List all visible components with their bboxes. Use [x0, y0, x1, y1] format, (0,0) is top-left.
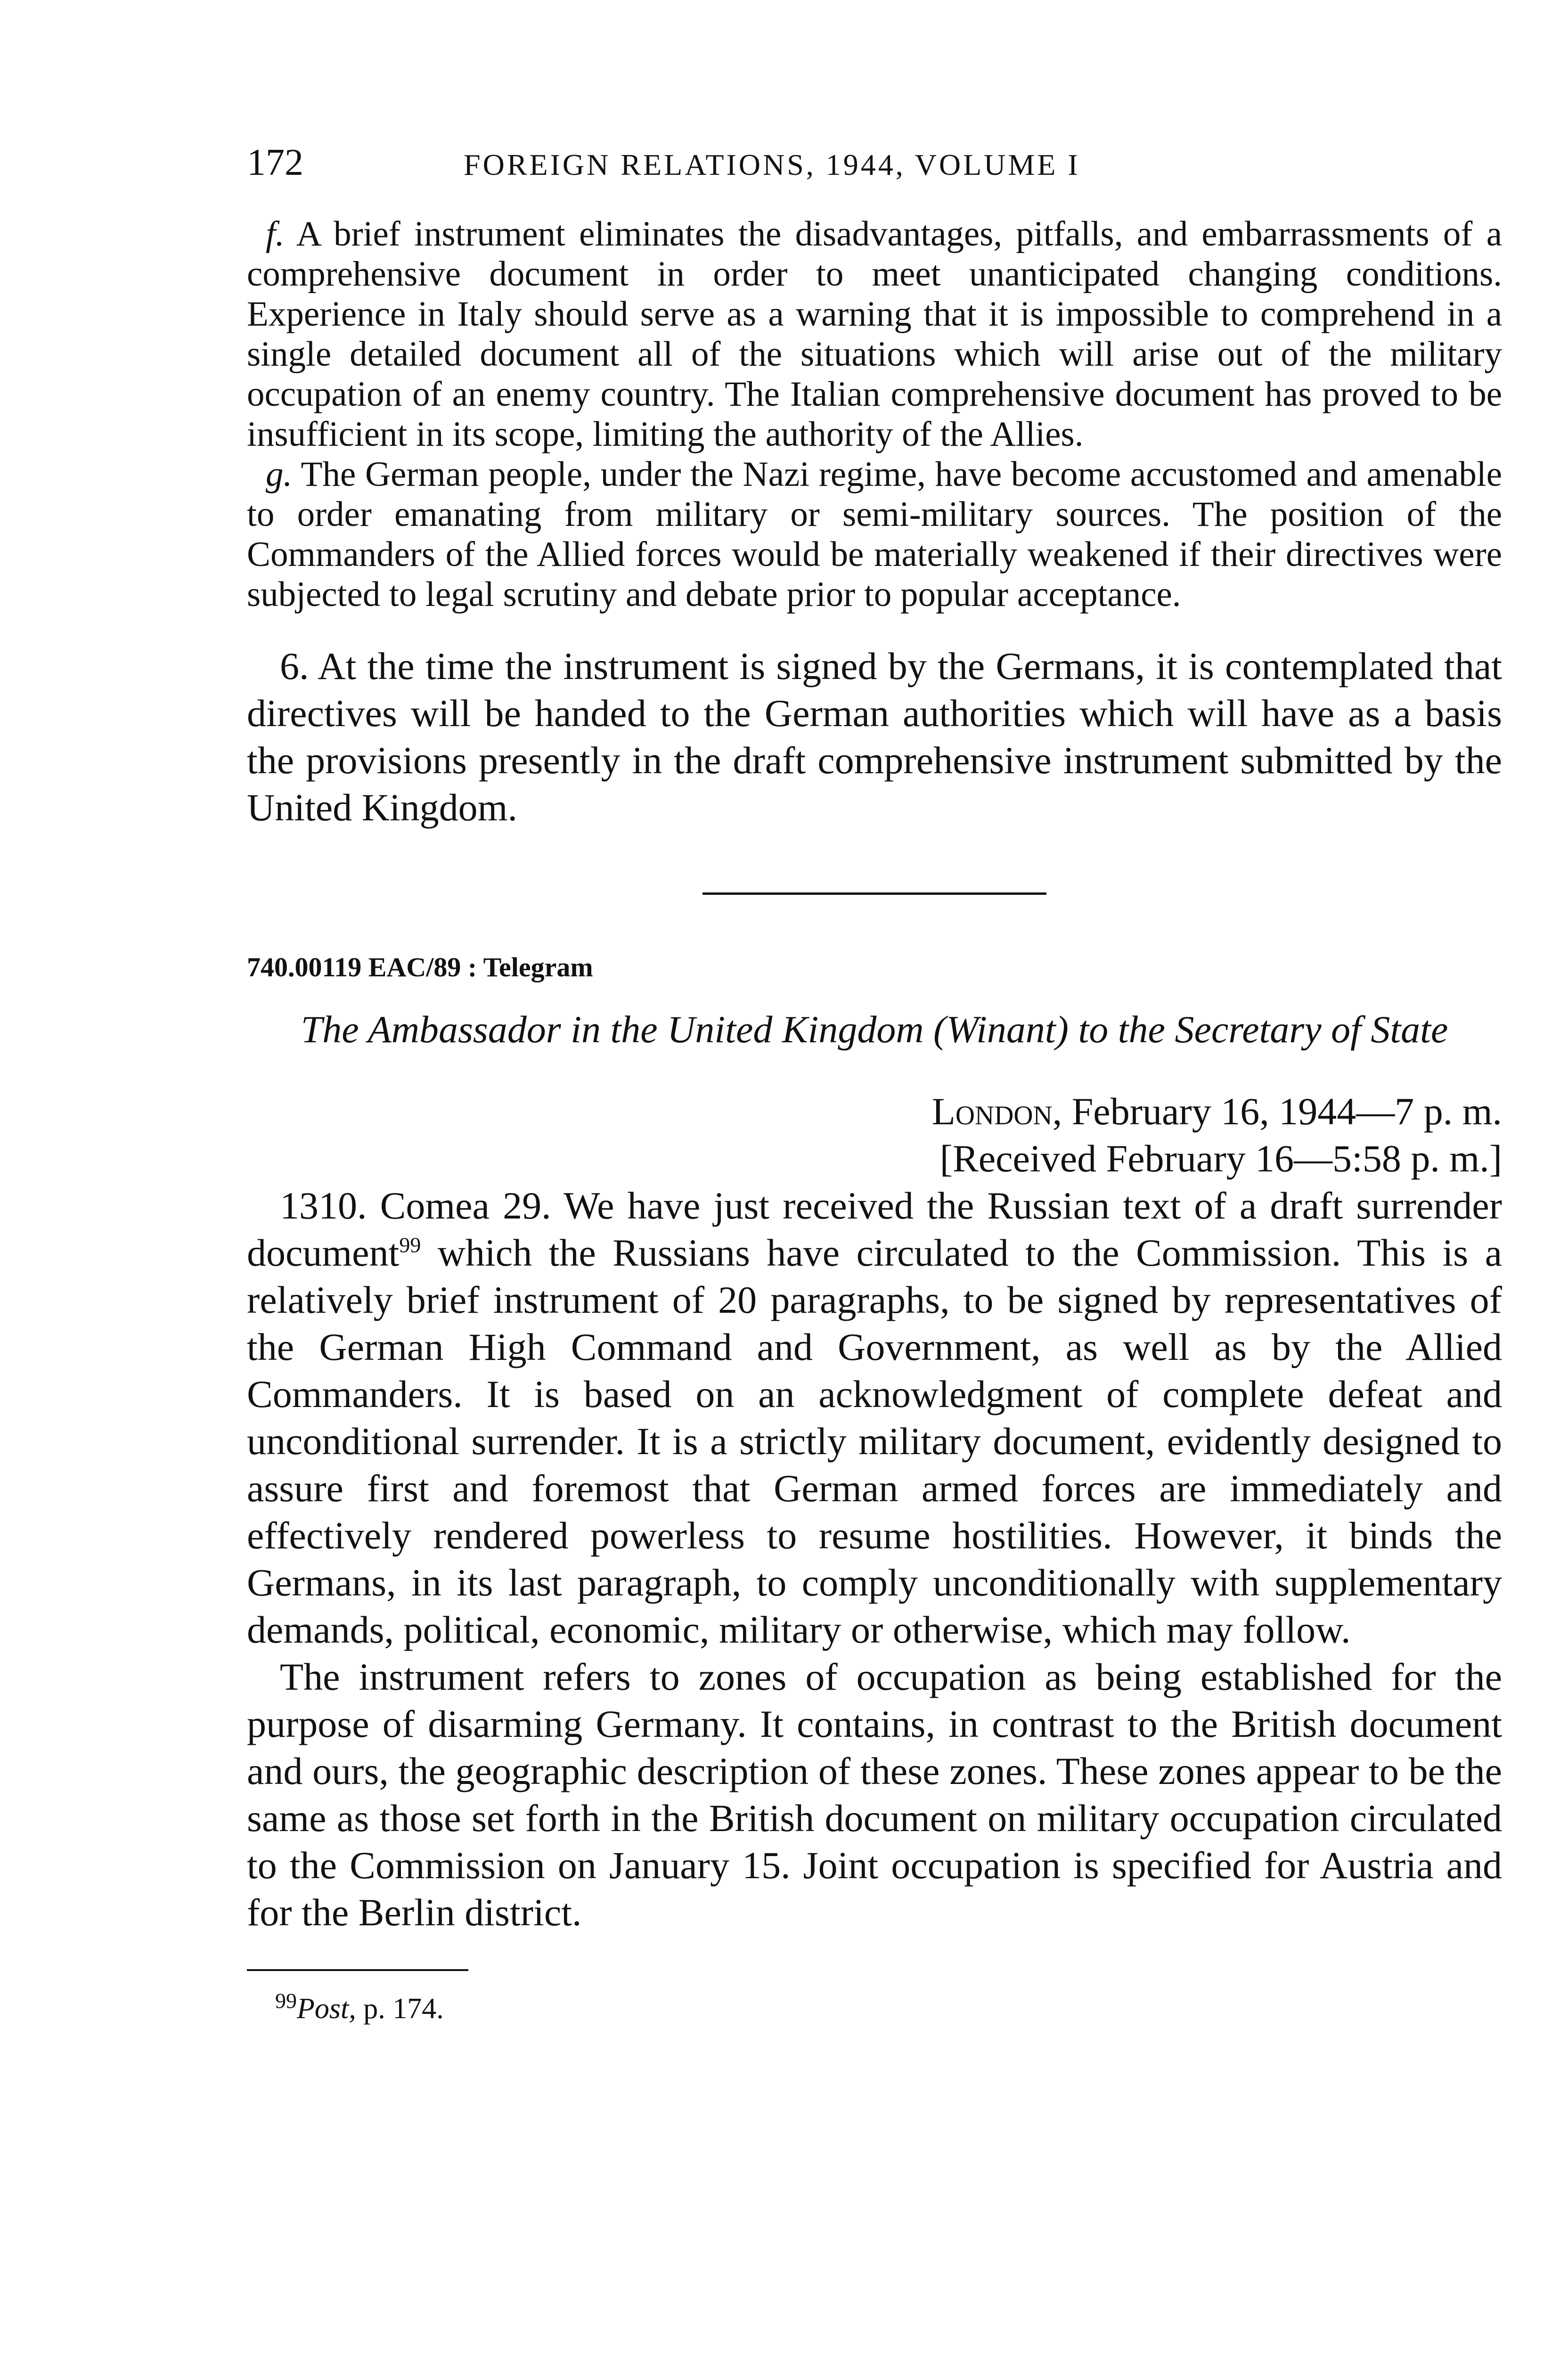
- paragraph-marker-g: g.: [266, 455, 293, 494]
- dateline: [247, 1088, 1502, 1135]
- page-number: 172: [247, 142, 303, 183]
- footnote-number: 99: [275, 1988, 297, 2013]
- file-number: 740.00119 EAC/89 : Telegram: [247, 952, 593, 982]
- paragraph-g-text: The German people, under the Nazi regime, have become accustomed and amenable to order emanating from military or semi-military sources. The position of the Commanders of the Allied forces would be materially weakened if their directives were subjected to legal scrutiny and debate prior to popular acceptance.: [247, 455, 1502, 614]
- footnote-divider: [247, 1969, 468, 1971]
- footnote-reference: 99: [399, 1233, 421, 1257]
- telegram-paragraph-1-start: 1310. Comea 29. We have just received the Russian text of a draft surrender document: [247, 1184, 1502, 1274]
- telegram-paragraph-1: [247, 1182, 1502, 1653]
- document-page: [247, 141, 1502, 2028]
- paragraph-f: [247, 214, 1502, 454]
- document-title: The Ambassador in the United Kingdom (Winant) to the Secretary of State: [301, 1008, 1448, 1051]
- paragraph-f-text: A brief instrument eliminates the disadvantages, pitfalls, and embarrassments of a comprehensive document in order to meet unanticipated changing conditions. Experience in Italy should serve as a warning that it is impossible to comprehend in a single detailed document all of the situations which will arise out of the military occupation of an enemy country. The Italian comprehensive document has proved to be insufficient in its scope, limiting the authority of the Allies.: [247, 214, 1502, 454]
- running-title: FOREIGN RELATIONS, 1944, VOLUME I: [464, 148, 1080, 181]
- section-divider: [702, 892, 1046, 895]
- paragraph-marker-f: f.: [266, 214, 285, 254]
- dateline-city: London: [931, 1090, 1053, 1133]
- footnote-italic: Post,: [297, 1993, 356, 2025]
- page-header: [247, 141, 1502, 193]
- telegram-paragraph-1-rest: which the Russians have circulated to the Commission. This is a relatively brief instrument of 20 paragraphs, to be signed by representatives of the German High Command and Government, as well as by the Allied Commanders. It is based on an acknowledgment of complete defeat and unconditional surrender. It is a strictly military document, evidently designed to assure first and foremost that German armed forces are immediately and effectively rendered powerless to resume hostilities. However, it binds the Germans, in its last paragraph, to comply unconditionally with supplementary demands, political, economic, military or otherwise, which may follow.: [247, 1231, 1502, 1651]
- footnote-text: p. 174.: [356, 1993, 444, 2025]
- dateline-date: , February 16, 1944—7 p. m.: [1052, 1090, 1502, 1133]
- paragraph-6: 6. At the time the instrument is signed by the Germans, it is contemplated that directives will be handed to the German authorities which will have as a basis the provisions presently in the draft comprehensive instrument submitted by the United Kingdom.: [247, 645, 1502, 829]
- paragraph-g: [247, 454, 1502, 614]
- footnote: [247, 1990, 1502, 2028]
- received-line: [Received February 16—5:58 p. m.]: [939, 1137, 1502, 1180]
- telegram-paragraph-2: The instrument refers to zones of occupation as being established for the purpose of disarming Germany. It contains, in contrast to the British document and ours, the geographic description of these zones. These zones appear to be the same as those set forth in the British document on military occupation circulated to the Commission on January 15. Joint occupation is specified for Austria and for the Berlin district.: [247, 1655, 1502, 1934]
